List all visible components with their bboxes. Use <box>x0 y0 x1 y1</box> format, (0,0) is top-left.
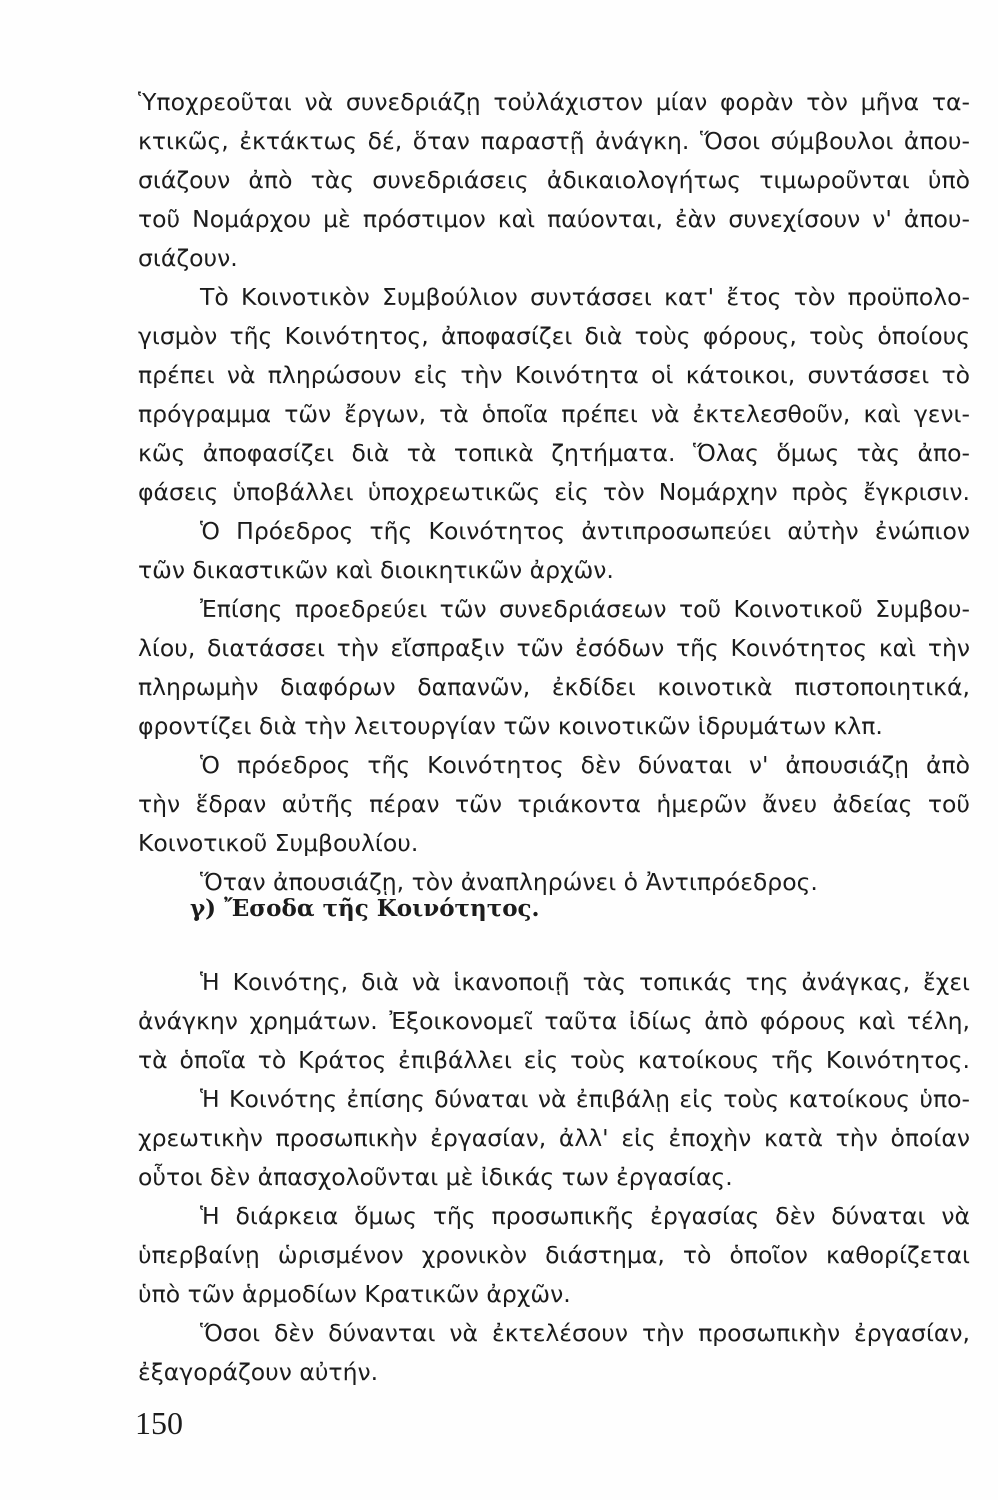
page-number: 150 <box>135 1405 183 1441</box>
text-line: τὴν ἕδραν αὐτῆς πέραν τῶν τριάκοντα ἡμερῶν ἄνευ ἀδείας τοῦ <box>138 790 970 818</box>
text-line: ἀνάγκην χρημάτων. Ἐξοικονομεῖ ταῦτα ἰδίως ἀπὸ φόρους καὶ τέλη, <box>138 1007 970 1035</box>
text-line: Ἡ Κοινότης ἐπίσης δύναται νὰ ἐπιβάλῃ εἰς τοὺς κατοίκους ὑπο- <box>200 1085 970 1113</box>
text-line: κῶς ἀποφασίζει διὰ τὰ τοπικὰ ζητήματα. Ὅλας ὅμως τὰς ἀπο- <box>138 439 970 467</box>
text-line: τὰ ὁποῖα τὸ Κράτος ἐπιβάλλει εἰς τοὺς κατοίκους τῆς Κοινότητος. <box>138 1046 970 1074</box>
text-line: οὗτοι δὲν ἀπασχολοῦνται μὲ ἰδικάς των ἐργασίας. <box>138 1163 733 1191</box>
text-line: Ὁ Πρόεδρος τῆς Κοινότητος ἀντιπροσωπεύει αὐτὴν ἐνώπιον <box>200 517 970 545</box>
text-line: πρέπει νὰ πληρώσουν εἰς τὴν Κοινότητα οἱ κάτοικοι, συντάσσει τὸ <box>138 361 970 389</box>
text-line: Ὁ πρόεδρος τῆς Κοινότητος δὲν δύναται ν' ἀπουσιάζῃ ἀπὸ <box>200 751 970 779</box>
text-line: Ὅσοι δὲν δύνανται νὰ ἐκτελέσουν τὴν προσωπικὴν ἐργασίαν, <box>200 1319 970 1347</box>
text-line: τοῦ Νομάρχου μὲ πρόστιμον καὶ παύονται, ἐὰν συνεχίσουν ν' ἀπου- <box>138 205 970 233</box>
text-line: χρεωτικὴν προσωπικὴν ἐργασίαν, ἀλλ' εἰς ἐποχὴν κατὰ τὴν ὁποίαν <box>138 1124 970 1152</box>
text-line: φροντίζει διὰ τὴν λειτουργίαν τῶν κοινοτικῶν ἱδρυμάτων κλπ. <box>138 712 883 740</box>
text-line: Ἡ Κοινότης, διὰ νὰ ἱκανοποιῇ τὰς τοπικάς της ἀνάγκας, ἔχει <box>200 968 970 996</box>
text-line: σιάζουν. <box>138 244 238 272</box>
text-line: Ὅταν ἀπουσιάζῃ, τὸν ἀναπληρώνει ὁ Ἀντιπρόεδρος. <box>200 868 818 896</box>
text-line: ὑπερβαίνῃ ὡρισμένον χρονικὸν διάστημα, τὸ ὁποῖον καθορίζεται <box>138 1241 970 1269</box>
text-line: φάσεις ὑποβάλλει ὑποχρεωτικῶς εἰς τὸν Νομάρχην πρὸς ἔγκρισιν. <box>138 478 970 506</box>
text-line: Ὑποχρεοῦται νὰ συνεδριάζῃ τοὐλάχιστον μίαν φορὰν τὸν μῆνα τα- <box>138 88 970 116</box>
text-line: σιάζουν ἀπὸ τὰς συνεδριάσεις ἀδικαιολογήτως τιμωροῦνται ὑπὸ <box>138 166 970 194</box>
section-heading: γ) Ἔσοδα τῆς Κοινότητος. <box>190 895 540 922</box>
text-line: γισμὸν τῆς Κοινότητος, ἀποφασίζει διὰ τοὺς φόρους, τοὺς ὁποίους <box>138 322 970 350</box>
text-line: Τὸ Κοινοτικὸν Συμβούλιον συντάσσει κατ' ἔτος τὸν προϋπολο- <box>200 283 970 311</box>
text-line: Ἐπίσης προεδρεύει τῶν συνεδριάσεων τοῦ Κοινοτικοῦ Συμβου- <box>200 595 970 623</box>
text-line: Κοινοτικοῦ Συμβουλίου. <box>138 829 419 857</box>
text-line: ἐξαγοράζουν αὐτήν. <box>138 1358 379 1386</box>
text-line: Ἡ διάρκεια ὅμως τῆς προσωπικῆς ἐργασίας δὲν δύναται νὰ <box>200 1202 970 1230</box>
text-line: πληρωμὴν διαφόρων δαπανῶν, ἐκδίδει κοινοτικὰ πιστοποιητικά, <box>138 673 970 701</box>
text-line: πρόγραμμα τῶν ἔργων, τὰ ὁποῖα πρέπει νὰ ἐκτελεσθοῦν, καὶ γενι- <box>138 400 970 428</box>
text-line: λίου, διατάσσει τὴν εἴσπραξιν τῶν ἐσόδων τῆς Κοινότητος καὶ τὴν <box>138 634 970 662</box>
text-line: ὑπὸ τῶν ἁρμοδίων Κρατικῶν ἀρχῶν. <box>138 1280 571 1308</box>
text-line: τῶν δικαστικῶν καὶ διοικητικῶν ἀρχῶν. <box>138 556 614 584</box>
text-line: κτικῶς, ἐκτάκτως δέ, ὅταν παραστῇ ἀνάγκη. Ὅσοι σύμβουλοι ἀπου- <box>138 127 970 155</box>
